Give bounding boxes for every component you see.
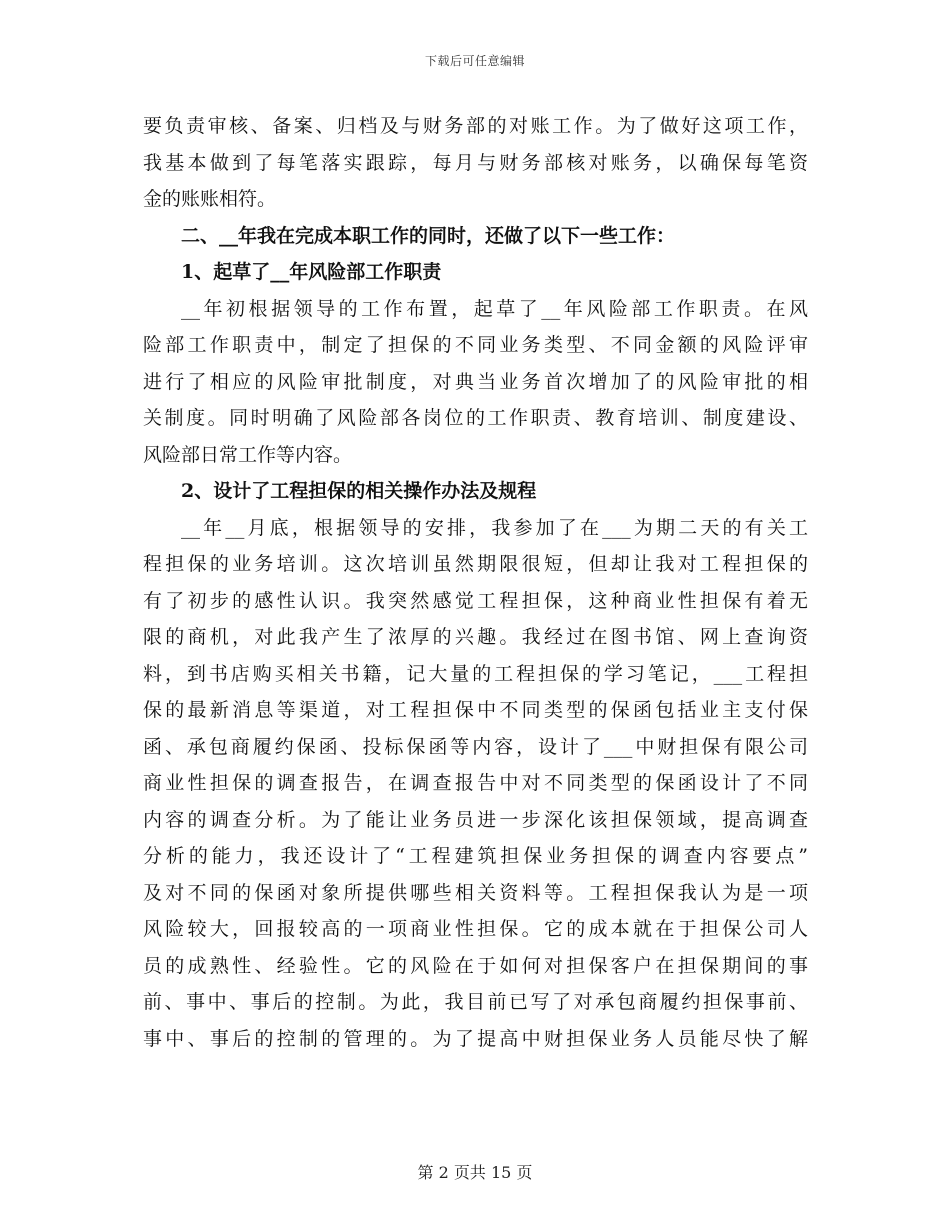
paragraph-line: 限的商机，对此我产生了浓厚的兴趣。我经过在图书馆、网上查询资 [143,626,808,648]
paragraph-line: 关制度。同时明确了风险部各岗位的工作职责、教育培训、制度建设、 [143,407,808,429]
paragraph-line: __年__月底，根据领导的安排，我参加了在___为期二天的有关工 [181,516,808,539]
paragraph-line: 员的成熟性、经验性。它的风险在于如何对担保客户在担保期间的事 [143,954,808,977]
paragraph-line: 料，到书店购买相关书籍，记大量的工程担保的学习笔记，___工程担 [143,662,808,685]
paragraph-line: 分析的能力，我还设计了“工程建筑担保业务担保的调查内容要点” [143,845,808,867]
paragraph-line: 函、承包商履约保函、投标保函等内容，设计了___中财担保有限公司 [143,735,808,758]
paragraph-line: 及对不同的保函对象所提供哪些相关资料等。工程担保我认为是一项 [143,881,808,904]
paragraph-line: 风险部日常工作等内容。 [143,443,353,466]
paragraph-line: 我基本做到了每笔落实跟踪，每月与财务部核对账务，以确保每笔资 [143,151,808,174]
page-footer: 第 2 页共 15 页 [417,1163,533,1182]
section-heading: 1、起草了__年风险部工作职责 [181,261,442,283]
paragraph-line: 有了初步的感性认识。我突然感觉工程担保，这种商业性担保有着无 [143,589,808,612]
paragraph-line: 保的最新消息等渠道，对工程担保中不同类型的保函包括业主支付保 [143,699,808,721]
paragraph-line: 险部工作职责中，制定了担保的不同业务类型、不同金额的风险评审 [143,334,808,356]
document-body [143,108,808,1057]
paragraph-line: 程担保的业务培训。这次培训虽然期限很短，但却让我对工程担保的 [143,553,808,575]
paragraph-line: 进行了相应的风险审批制度，对典当业务首次增加了的风险审批的相 [143,370,808,393]
paragraph-line: 内容的调查分析。为了能让业务员进一步深化该担保领域，提高调查 [143,808,808,831]
paragraph-line: 商业性担保的调查报告，在调查报告中对不同类型的保函设计了不同 [143,772,808,794]
paragraph-line: 前、事中、事后的控制。为此，我目前已写了对承包商履约担保事前、 [143,991,808,1013]
page-header: 下载后可任意编辑 [424,54,525,68]
paragraph-line: 风险较大，回报较高的一项商业性担保。它的成本就在于担保公司人 [143,918,808,940]
paragraph-line: 要负责审核、备案、归档及与财务部的对账工作。为了做好这项工作， [143,115,808,137]
paragraph-line: 事中、事后的控制的管理的。为了提高中财担保业务人员能尽快了解 [143,1027,808,1050]
section-heading: 二、__年我在完成本职工作的同时，还做了以下一些工作： [181,224,676,247]
section-heading: 2、设计了工程担保的相关操作办法及规程 [181,480,537,502]
paragraph-line: __年初根据领导的工作布置，起草了__年风险部工作职责。在风 [181,297,808,320]
paragraph-line: 金的账账相符。 [143,188,277,210]
